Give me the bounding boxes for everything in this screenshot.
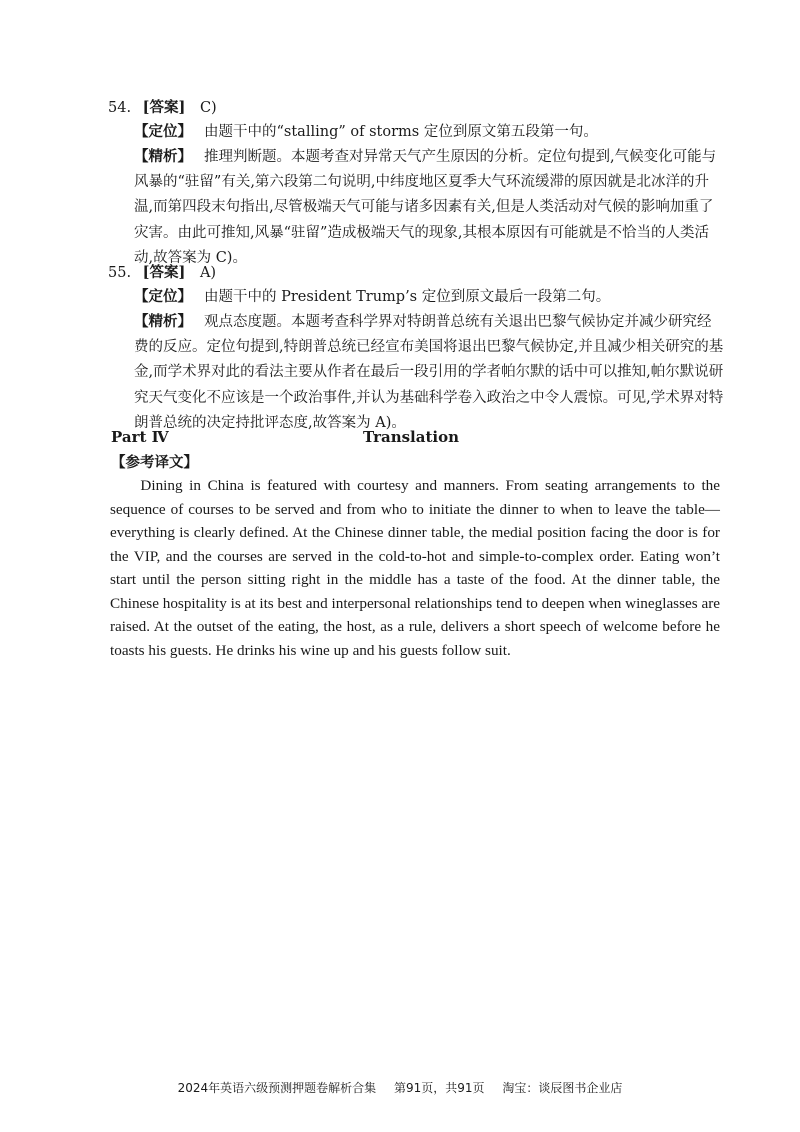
q54-locate-label: 【定位】 xyxy=(134,123,192,140)
q55-answer-line xyxy=(108,262,216,284)
q54-analysis-text: 推理判断题。本题考查对异常天气产生原因的分析。定位句提到,气候变化可能与风暴的“驻留”有关,第六段第二句说明,中纬度地区夏季大气环流缓滞的原因就是北冰洋的升温,而第四段末句指出,尽管极端天气可能与诸多因素有关,但是人类活动对气候的影响加重了灾害。由此可推知,风暴“驻留”造成极端天气的现象,其根本原因有可能就是不恰当的人类活动,故答案为 C)。 xyxy=(134,149,717,266)
q55-answer-label: [答案] xyxy=(142,264,186,281)
footer-book-title: 2024年英语六级预测押题卷解析合集 xyxy=(177,1081,377,1095)
q55-number: 55. xyxy=(108,265,132,281)
q54-locate xyxy=(134,119,724,145)
page-footer xyxy=(0,1080,800,1096)
translation-paragraph: Dining in China is featured with courtesy and manners. From seating arrangements to the sequence of courses to be served and from who to initiate the dinner to when to leave the table—everything is clearly defined. At the Chinese dinner table, the medial position facing the door is for the VIP, and the courses are served in the cold-to-hot and simple-to-complex order. Eating won’t start until the person sitting right in the middle has a taste of the food. At the dinner table, the Chinese hospitality is at its best and interpersonal relationships tend to deepen when wineglasses are raised. At the outset of the eating, the host, as a rule, delivers a short speech of welcome before he toasts his guests. He drinks his wine up and his guests follow suit. xyxy=(110,477,720,659)
q54-analysis xyxy=(134,144,724,271)
q55-locate-label: 【定位】 xyxy=(134,288,192,305)
reference-translation-label: 【参考译文】 xyxy=(111,454,198,471)
footer-shop: 淘宝：谈辰图书企业店 xyxy=(502,1081,623,1095)
q54-locate-text: 由题干中的“stalling” of storms 定位到原文第五段第一句。 xyxy=(204,124,598,140)
q54-analysis-label: 【精析】 xyxy=(134,148,192,165)
q55-analysis-text: 观点态度题。本题考查科学界对特朗普总统有关退出巴黎气候协定并减少研究经费的反应。定位句提到,特朗普总统已经宣布美国将退出巴黎气候协定,并且减少相关研究的基金,而学术界对此的看法主要从作者在最后一段引用的学者帕尔默的话中可以推知,帕尔默说研究天气变化不应该是一个政治事件,并认为基础科学卷入政治之中令人震惊。可见,学术界对特朗普总统的决定持批评态度,故答案为 A)。 xyxy=(134,314,724,431)
q54-answer: C) xyxy=(199,100,217,116)
part-title: Translation xyxy=(363,428,459,446)
q54-answer-line xyxy=(108,97,217,119)
part-label: Part Ⅳ xyxy=(111,428,169,446)
q55-analysis-label: 【精析】 xyxy=(134,313,192,330)
q55-locate xyxy=(134,284,724,310)
q55-answer: A) xyxy=(199,265,217,281)
q55-analysis xyxy=(134,309,724,436)
q54-answer-label: [答案] xyxy=(142,99,186,116)
q55-locate-text: 由题干中的 President Trump’s 定位到原文最后一段第二句。 xyxy=(204,289,611,305)
footer-page-number: 第91页，共91页 xyxy=(393,1081,485,1095)
q54-number: 54. xyxy=(108,100,132,116)
